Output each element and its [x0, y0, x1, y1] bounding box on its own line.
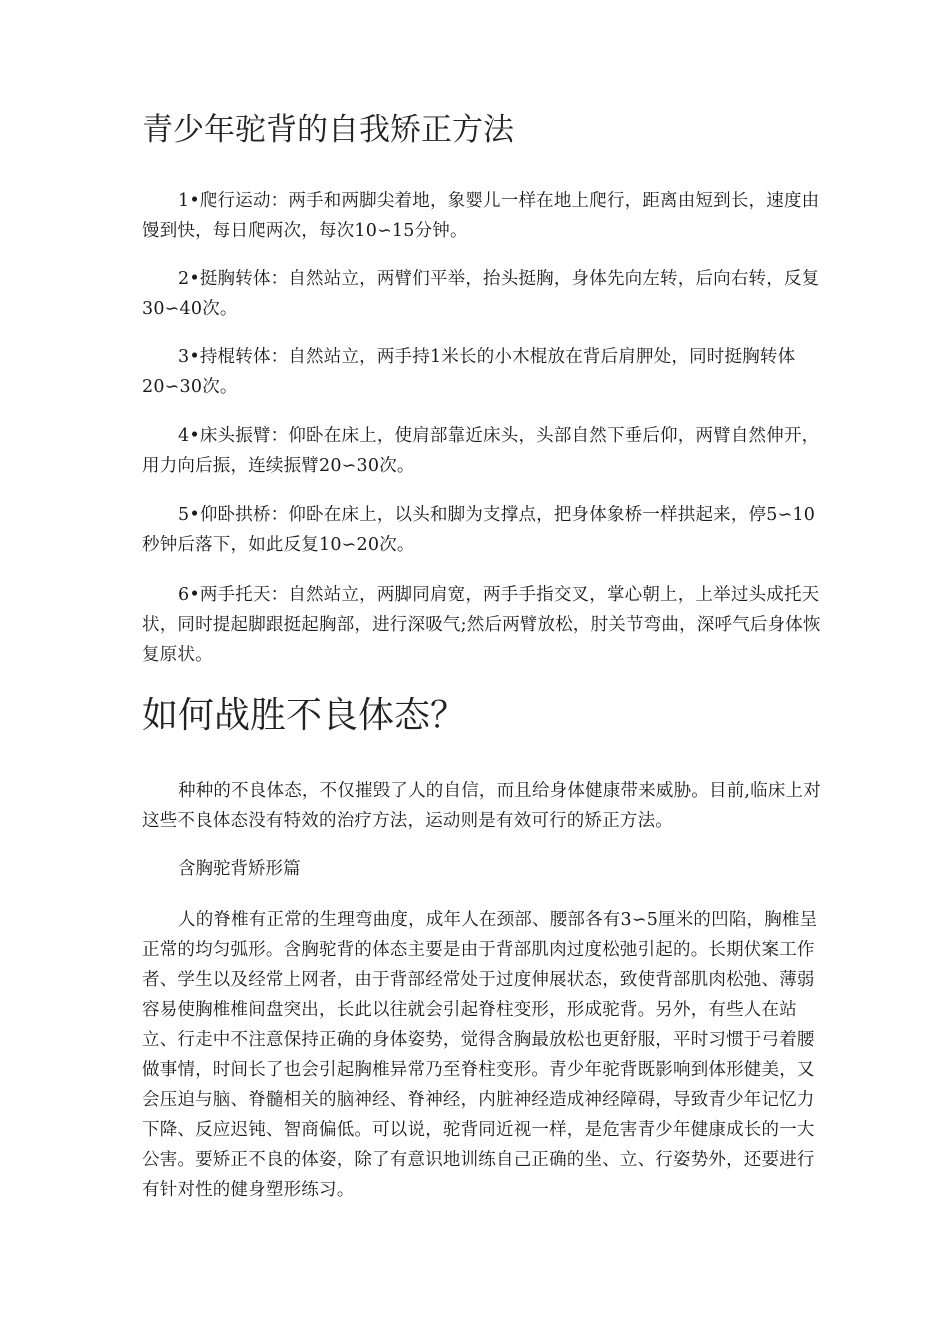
exercise-item-chest-twist: 2•挺胸转体：自然站立，两臂们平举，抬头挺胸，身体先向左转，后向右转，反复30∽40次。	[142, 269, 820, 319]
exercise-item-stick-twist: 3•持棍转体：自然站立，两手持1米长的小木棍放在背后肩胛处，同时挺胸转体20∽30次。	[142, 347, 796, 397]
intro-paragraph: 种种的不良体态，不仅摧毁了人的自信，而且给身体健康带来威胁。目前,临床上对这些不良体态没有特效的治疗方法，运动则是有效可行的矫正方法。	[142, 781, 821, 831]
body-paragraph: 人的脊椎有正常的生理弯曲度，成年人在颈部、腰部各有3∽5厘米的凹陷，胸椎呈正常的均匀弧形。含胸驼背的体态主要是由于背部肌肉过度松弛引起的。长期伏案工作者、学生以及经常上网者，由于背部经常处于过度伸展状态，致使背部肌肉松弛、薄弱容易使胸椎椎间盘突出，长此以往就会引起脊柱变形，形成驼背。另外，有些人在站立、行走中不注意保持正确的身体姿势，觉得含胸最放松也更舒服，平时习惯于弓着腰做事情，时间长了也会引起胸椎异常乃至脊柱变形。青少年驼背既影响到体形健美，又会压迫与脑、脊髓相关的脑神经、脊神经，内脏神经造成神经障碍，导致青少年记忆力下降、反应迟钝、智商偏低。可以说，驼背同近视一样，是危害青少年健康成长的一大公害。要矫正不良的体姿，除了有意识地训练自己正确的坐、立、行姿势外，还要进行有针对性的健身塑形练习。	[142, 910, 818, 1200]
exercise-item-supine-bridge: 5•仰卧拱桥：仰卧在床上，以头和脚为支撑点，把身体象桥一样拱起来，停5∽10秒钟后落下，如此反复10∽20次。	[142, 505, 816, 555]
subheading-hunchback: 含胸驼背矫形篇	[178, 859, 301, 879]
exercise-item-hands-up: 6•两手托天：自然站立，两脚同肩宽，两手手指交叉，掌心朝上，上举过头成托天状，同时提起脚跟挺起胸部，进行深吸气;然后两臂放松，肘关节弯曲，深呼气后身体恢复原状。	[142, 585, 821, 665]
exercise-item-bed-arm-swing: 4•床头振臂：仰卧在床上，使肩部靠近床头，头部自然下垂后仰，两臂自然伸开，用力向后振，连续振臂20∽30次。	[142, 426, 820, 476]
exercise-item-crawling: 1•爬行运动：两手和两脚尖着地，象婴儿一样在地上爬行，距离由短到长，速度由馒到快，每日爬两次，每次10∽15分钟。	[142, 191, 820, 241]
section-title-self-correction: 青少年驼背的自我矫正方法	[142, 112, 514, 148]
section-title-posture: 如何战胜不良体态？	[142, 695, 467, 736]
